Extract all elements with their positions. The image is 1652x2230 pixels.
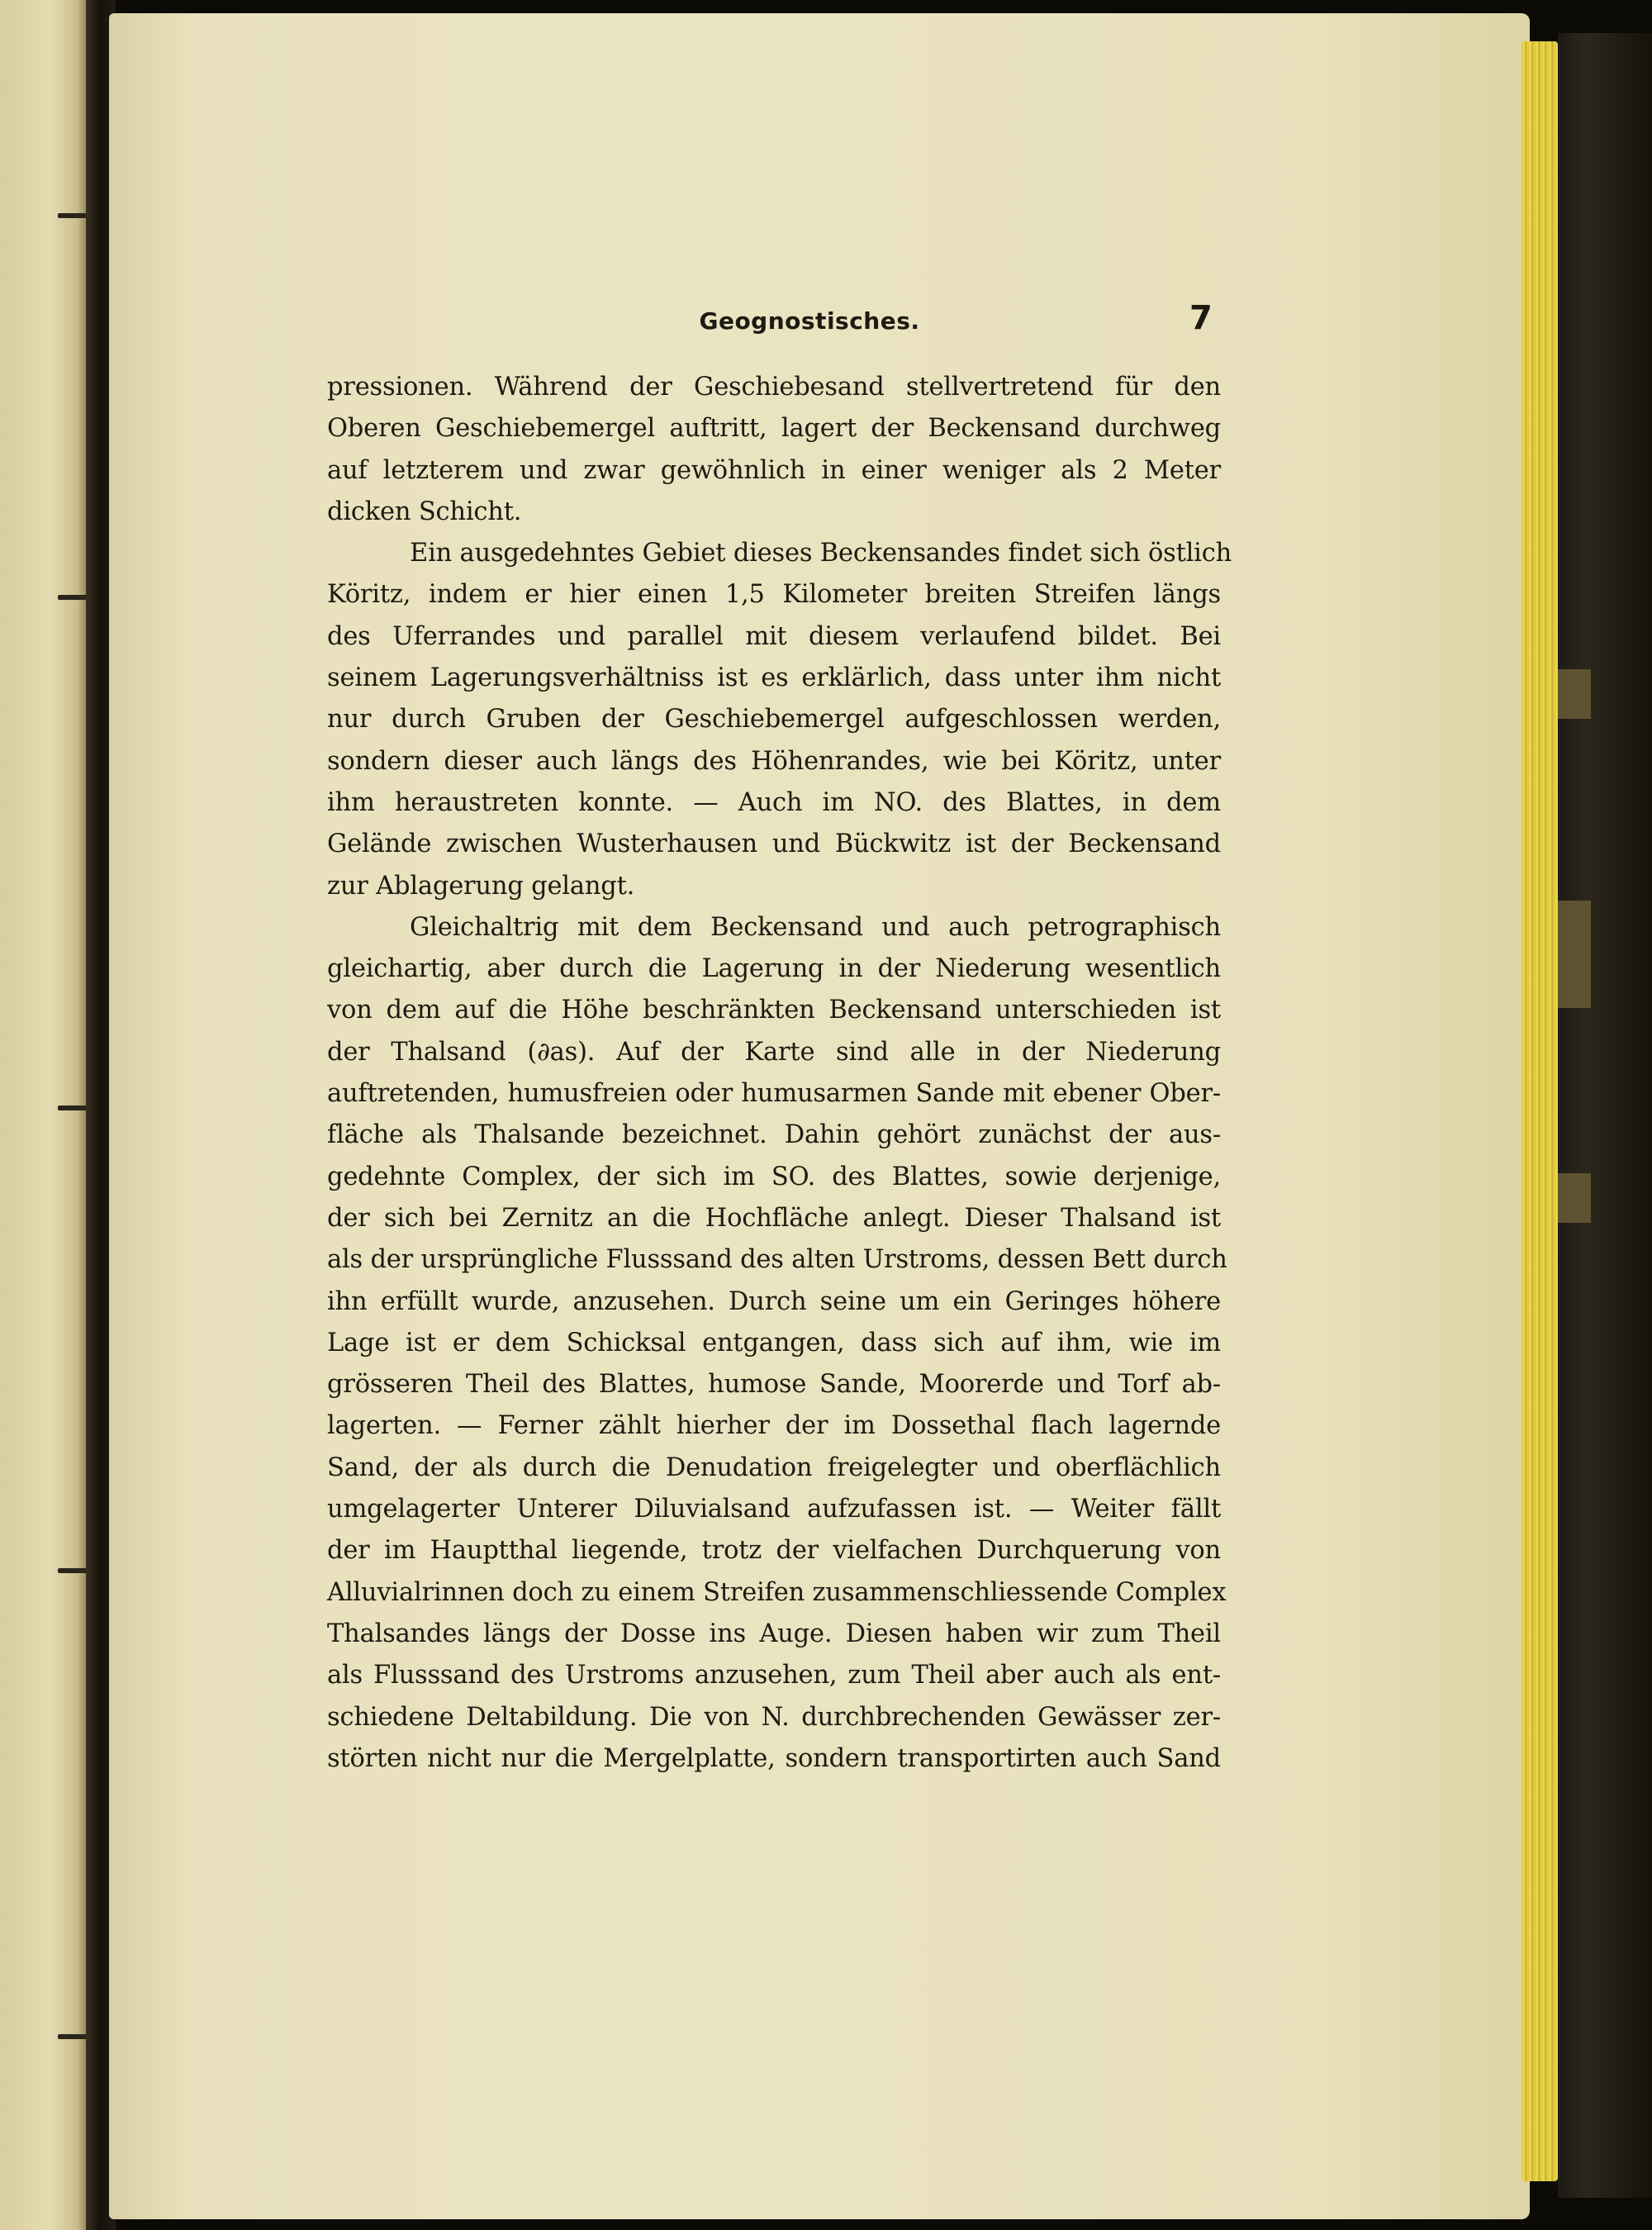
text-line: ihn erfüllt wurde, anzusehen. Durch seine um ein Geringes höhere (327, 1286, 1221, 1316)
text-line: sondern dieser auch längs des Höhenrandes, wie bei Köritz, unter (327, 746, 1221, 776)
text-line: ihm heraustreten konnte. — Auch im NO. des Blattes, in dem (327, 787, 1221, 817)
text-line: als Flusssand des Urstroms anzusehen, zum Theil aber auch als ent- (327, 1661, 1221, 1690)
text-line: der im Hauptthal liegende, trotz der vielfachen Durchquerung von (327, 1536, 1221, 1566)
text-line: schiedene Deltabildung. Die von N. durchbrechenden Gewässer zer- (327, 1702, 1221, 1732)
cover-wear-mark (1558, 1173, 1591, 1223)
text-line: Gelände zwischen Wusterhausen und Bückwitz ist der Beckensand (327, 830, 1221, 859)
text-line: Köritz, indem er hier einen 1,5 Kilometer breiten Streifen längs (327, 580, 1221, 610)
text-line: Sand, der als durch die Denudation freigelegter und oberflächlich (327, 1453, 1221, 1482)
text-line: dicken Schicht. (327, 497, 522, 526)
text-line: gedehnte Complex, der sich im SO. des Blattes, sowie derjenige, (327, 1162, 1221, 1191)
page-number: 7 (1189, 299, 1213, 337)
text-line: seinem Lagerungsverhältniss ist es erklärlich, dass unter ihm nicht (327, 663, 1221, 693)
text-line: als der ursprüngliche Flusssand des alten Urstroms, dessen Bett durch (327, 1245, 1227, 1275)
text-line: von dem auf die Höhe beschränkten Beckensand unterschieden ist (327, 996, 1221, 1025)
cover-wear-mark (1558, 669, 1591, 719)
body-text (327, 367, 1232, 1780)
text-line: Oberen Geschiebemergel auftritt, lagert der Beckensand durchweg (327, 414, 1221, 444)
text-line: des Uferrandes und parallel mit diesem verlaufend bildet. Bei (327, 621, 1221, 651)
text-line: störten nicht nur die Mergelplatte, sondern transportirten auch Sand (327, 1743, 1221, 1773)
text-line: gleichartig, aber durch die Lagerung in der Niederung wesentlich (327, 954, 1221, 984)
text-line: Ein ausgedehntes Gebiet dieses Beckensandes findet sich östlich (410, 539, 1232, 568)
text-line: auftretenden, humusfreien oder humusarmen Sande mit ebener Ober- (327, 1079, 1221, 1109)
text-line: Lage ist er dem Schicksal entgangen, dass sich auf ihm, wie im (327, 1328, 1221, 1357)
page-fore-edge (1521, 41, 1558, 2181)
text-line: umgelagerter Unterer Diluvialsand aufzufassen ist. — Weiter fällt (327, 1495, 1221, 1524)
text-line: zur Ablagerung gelangt. (327, 871, 635, 901)
text-line: nur durch Gruben der Geschiebemergel aufgeschlossen werden, (327, 705, 1221, 735)
text-line: grösseren Theil des Blattes, humose Sande, Moorerde und Torf ab- (327, 1370, 1221, 1400)
cover-wear-mark (1558, 901, 1591, 1008)
text-line: Gleichaltrig mit dem Beckensand und auch petrographisch (410, 912, 1221, 942)
text-line: auf letzterem und zwar gewöhnlich in einer weniger als 2 Meter (327, 455, 1221, 485)
book-cover (1558, 33, 1652, 2198)
running-header: Geognostisches. (699, 307, 920, 335)
text-line: der sich bei Zernitz an die Hochfläche anlegt. Dieser Thalsand ist (327, 1203, 1221, 1233)
text-line: lagerten. — Ferner zählt hierher der im Dossethal flach lagernde (327, 1411, 1221, 1441)
text-line: der Thalsand (∂as). Auf der Karte sind alle in der Niederung (327, 1037, 1221, 1067)
text-line: Thalsandes längs der Dosse ins Auge. Diesen haben wir zum Theil (327, 1619, 1221, 1648)
text-line: Alluvialrinnen doch zu einem Streifen zusammenschliessende Complex (327, 1577, 1227, 1607)
text-line: fläche als Thalsande bezeichnet. Dahin gehört zunächst der aus- (327, 1120, 1221, 1150)
text-line: pressionen. Während der Geschiebesand stellvertretend für den (327, 373, 1221, 402)
facing-page-edge (0, 0, 91, 2230)
